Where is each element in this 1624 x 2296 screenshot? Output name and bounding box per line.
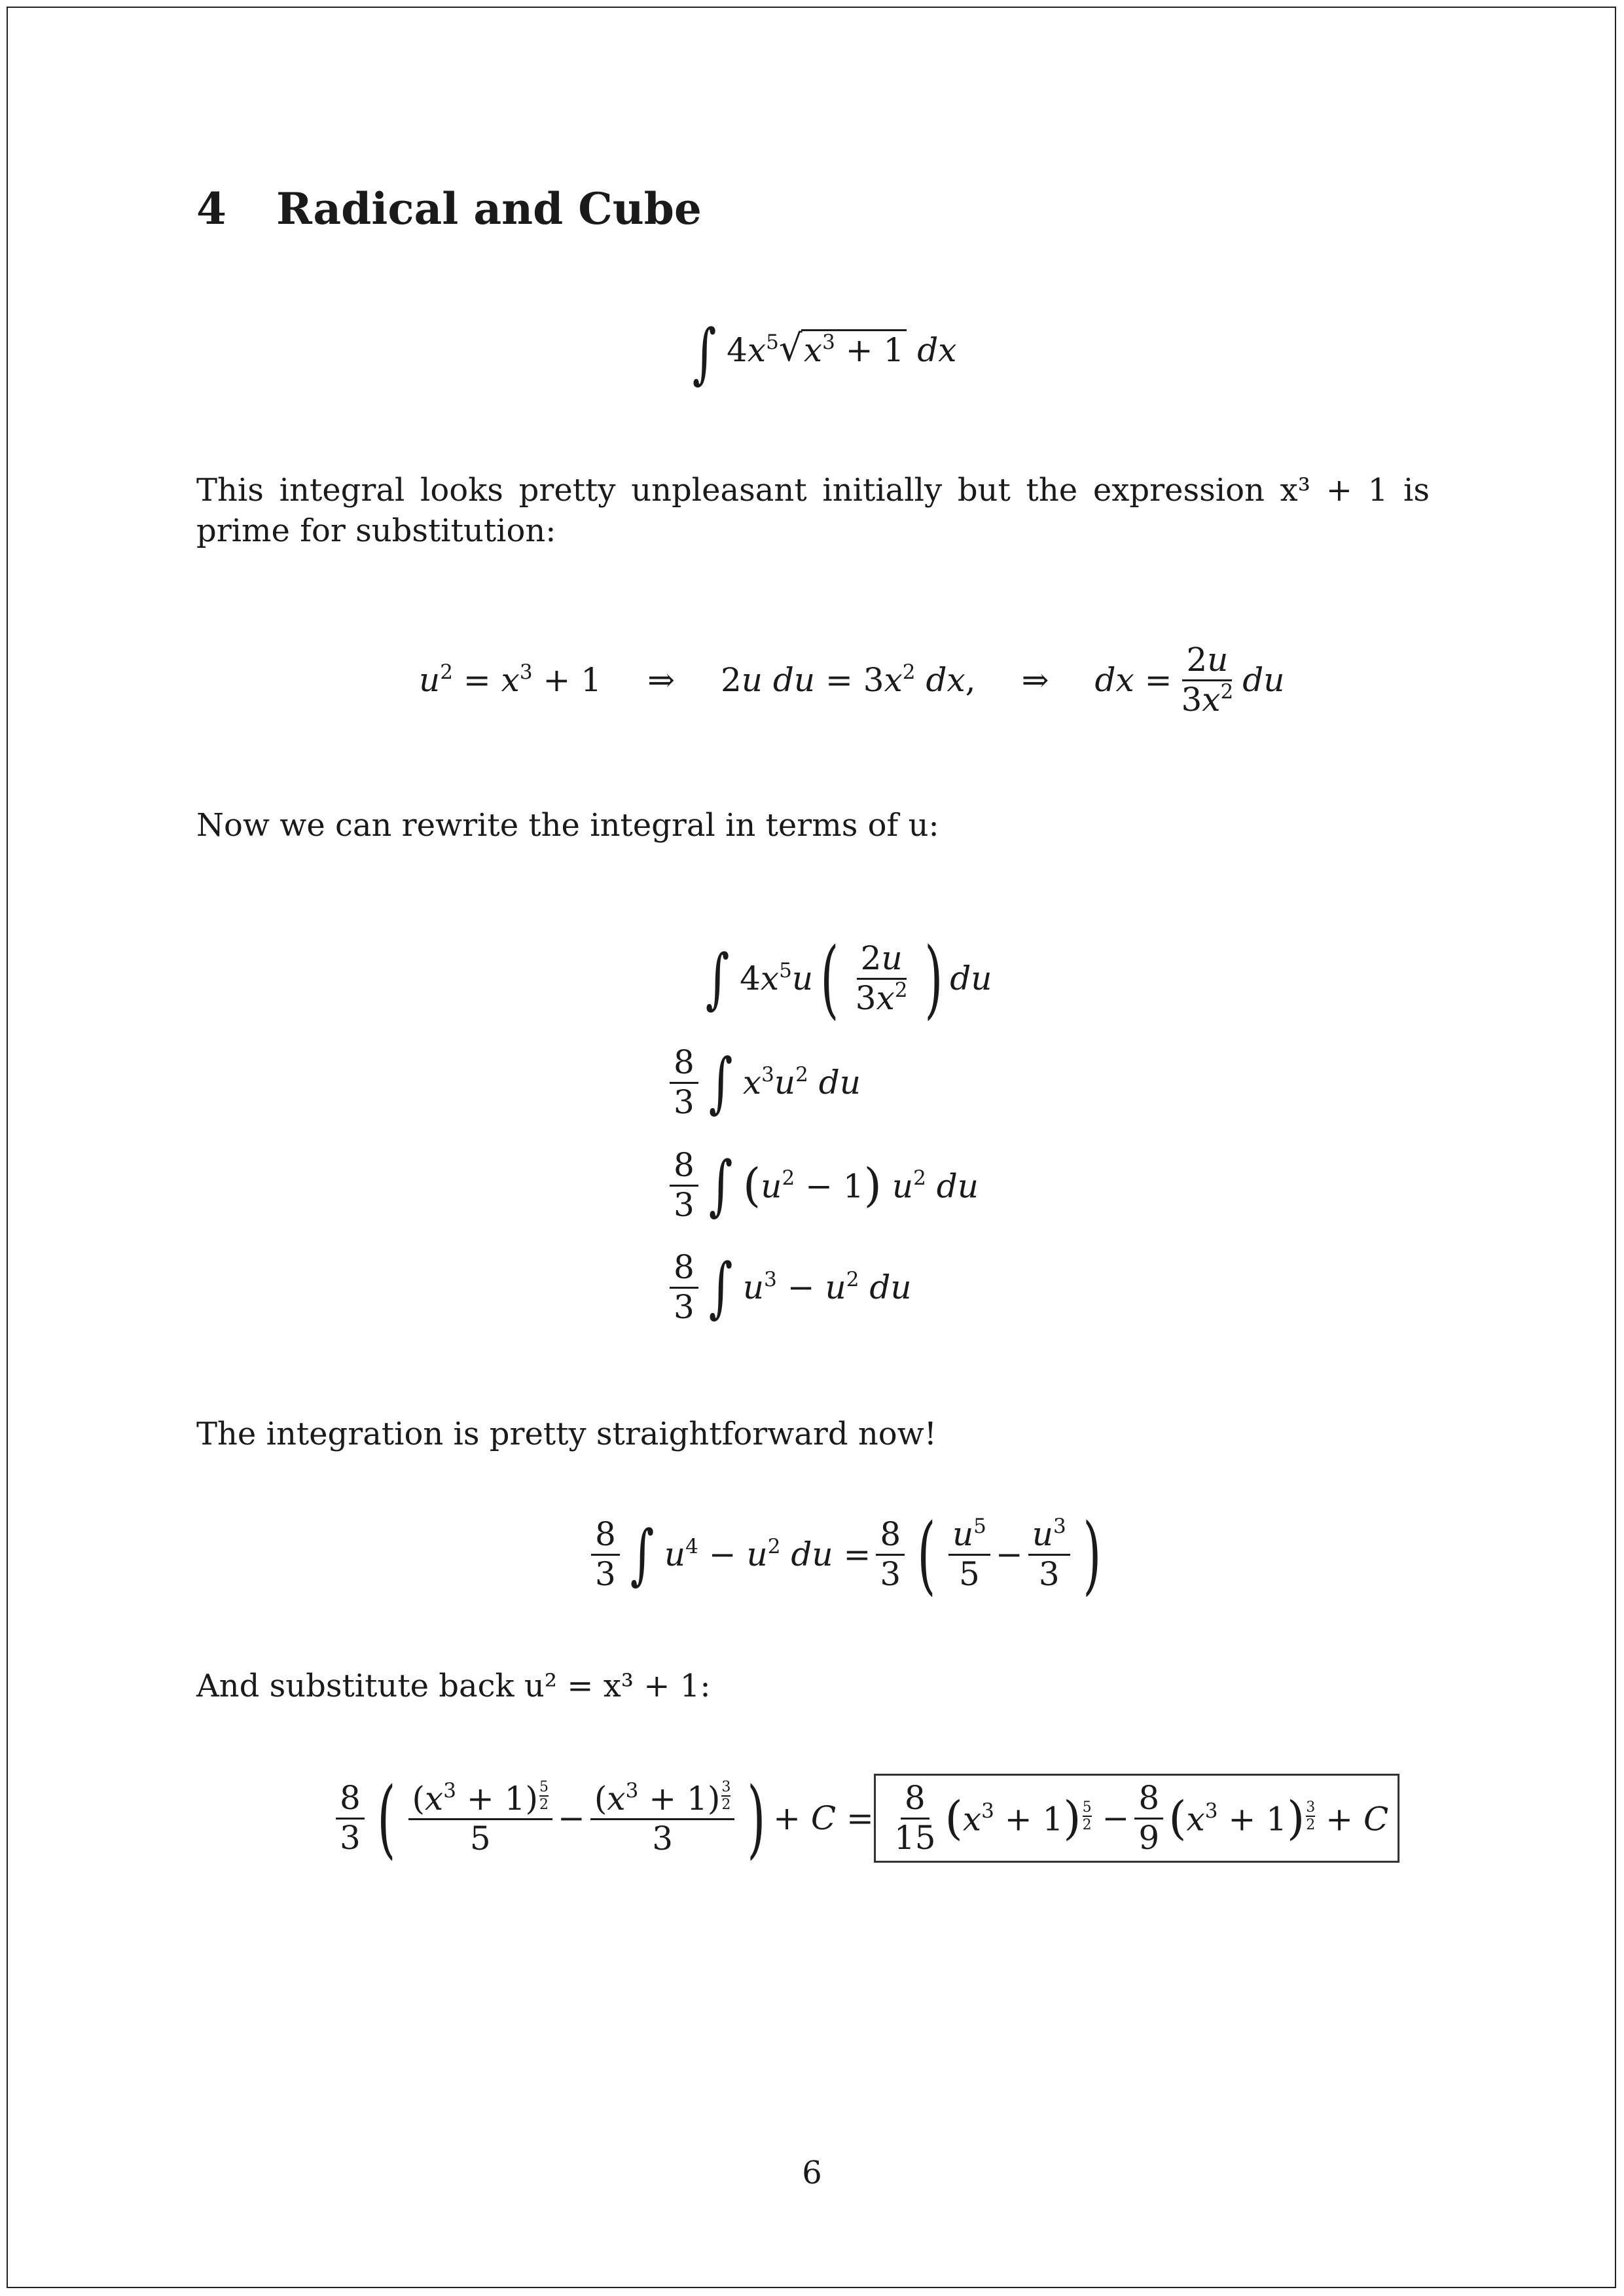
section-title: Radical and Cube <box>276 183 702 234</box>
section-heading <box>196 183 702 234</box>
eq-integral: ∫ $4x^5√$ $x^3 + 1$ dx <box>687 321 956 386</box>
eq-final: $\frac{8}{3}$ ( $(x^3 + 1)$ $\frac{5}{2}$ 5 − $(x^3 + 1)$ $\frac{3}{2}$ 3 ) + C = $\frac{8}{15}$ $(x^3 + 1)$ $\frac{5}{2}$ − $\frac{8}{9}$ $(x^3 + 1)$ $\frac{3}{2}$ + C <box>331 1774 1399 1863</box>
eq-step-1: ∫ $4x^5u$ ( $\frac{2u}{3x^2}$ ) du <box>705 929 992 1028</box>
eq-step-3: $\frac{8}{3}$ ∫ $(u^2 - 1)$ $u^2$ du <box>664 1147 979 1224</box>
eq-step-4: $\frac{8}{3}$ ∫ $u^3 - u^2$ du <box>664 1249 912 1326</box>
section-number: 4 <box>196 183 226 234</box>
eq-substitution: $u^2 = x^3 + 1$ ⇒ 2u du = $3x^2$ dx, ⇒ dx = $\frac{2u}{3x^2}$ du <box>419 641 1285 719</box>
eq-integration: $\frac{8}{3}$ ∫ $u^4 - u^2$ du = $\frac{8}{3}$ ( $\frac{u^5}{5}$ − $\frac{u^3}{3}$ ) <box>586 1512 1108 1597</box>
paragraph-1: This integral looks pretty unpleasant initially but the expression x³ + 1 is prime for substitution: <box>196 472 1430 549</box>
eq-step-2: $\frac{8}{3}$ ∫ $x^3u^2$ du <box>664 1044 861 1121</box>
boxed-answer: $\frac{8}{15}$ $(x^3 + 1)$ $\frac{5}{2}$ − $\frac{8}{9}$ $(x^3 + 1)$ $\frac{3}{2}$ + C <box>874 1774 1399 1863</box>
page-number: 6 <box>802 2155 822 2191</box>
paragraph-2: Now we can rewrite the integral in terms of u: <box>196 807 939 844</box>
paragraph-3: The integration is pretty straightforward now! <box>196 1416 937 1452</box>
paragraph-4: And substitute back u² = x³ + 1: <box>196 1668 711 1704</box>
